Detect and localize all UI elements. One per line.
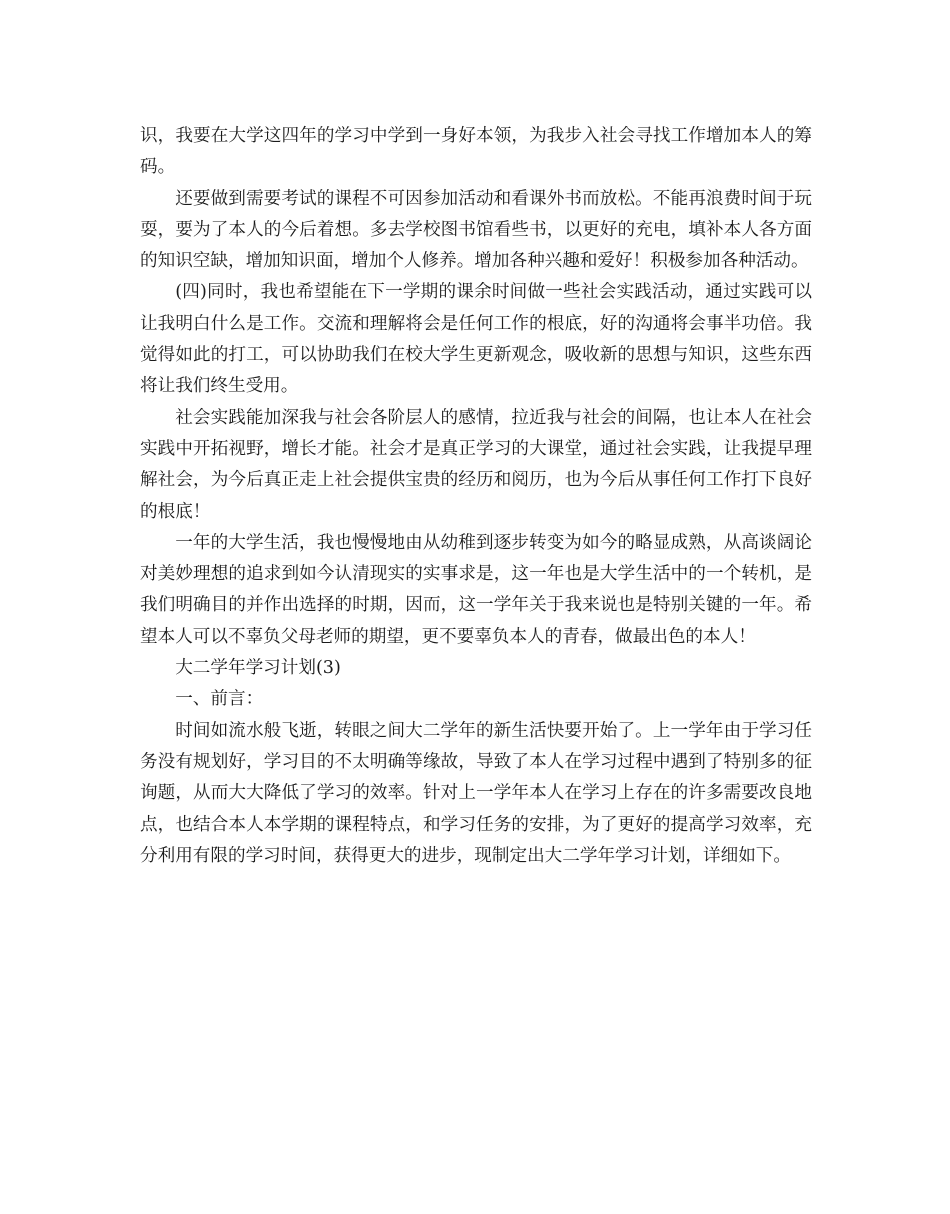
paragraph-2: 还要做到需要考试的课程不可因参加活动和看课外书而放松。不能再浪费时间于玩耍，要为了本人的今后着想。多去学校图书馆看些书，以更好的充电，填补本人各方面的知识空缺，增加知识面，增加个人修养。增加各种兴趣和爱好！积极参加各种活动。 [140, 188, 812, 272]
paragraph-4: 社会实践能加深我与社会各阶层人的感情，拉近我与社会的间隔，也让本人在社会实践中开拓视野，增长才能。社会才是真正学习的大课堂，通过社会实践，让我提早理解社会，为今后真正走上社会提供宝贵的经历和阅历，也为今后从事任何工作打下良好的根底！ [140, 407, 812, 522]
paragraph-5: 一年的大学生活，我也慢慢地由从幼稚到逐步转变为如今的略显成熟，从高谈阔论对美妙理想的追求到如今认清现实的实事求是，这一年也是大学生活中的一个转机，是我们明确目的并作出选择的时期，因而，这一学年关于我来说也是特别关键的一年。希望本人可以不辜负父母老师的期望，更不要辜负本人的青春，做最出色的本人！ [140, 532, 812, 647]
section-subheading: 一、前言： [175, 689, 264, 710]
paragraph-6: 时间如流水般飞逝，转眼之间大二学年的新生活快要开始了。上一学年由于学习任务没有规划好，学习目的不太明确等缘故，导致了本人在学习过程中遇到了特别多的征询题，从而大大降低了学习的效率。针对上一学年本人在学习上存在的许多需要改良地点，也结合本人本学期的课程特点，和学习任务的安排，为了更好的提高学习效率，充分利用有限的学习时间，获得更大的进步，现制定出大二学年学习计划，详细如下。 [140, 720, 812, 866]
paragraph-1: 识，我要在大学这四年的学习中学到一身好本领，为我步入社会寻找工作增加本人的筹码。 [140, 126, 812, 178]
document-body [140, 121, 812, 872]
paragraph-3: (四)同时，我也希望能在下一学期的课余时间做一些社会实践活动，通过实践可以让我明白什么是工作。交流和理解将会是任何工作的根底，好的沟通将会事半功倍。我觉得如此的打工，可以协助我们在校大学生更新观念，吸收新的思想与知识，这些东西将让我们终生受用。 [140, 282, 812, 397]
section-title: 大二学年学习计划(3) [175, 658, 341, 679]
